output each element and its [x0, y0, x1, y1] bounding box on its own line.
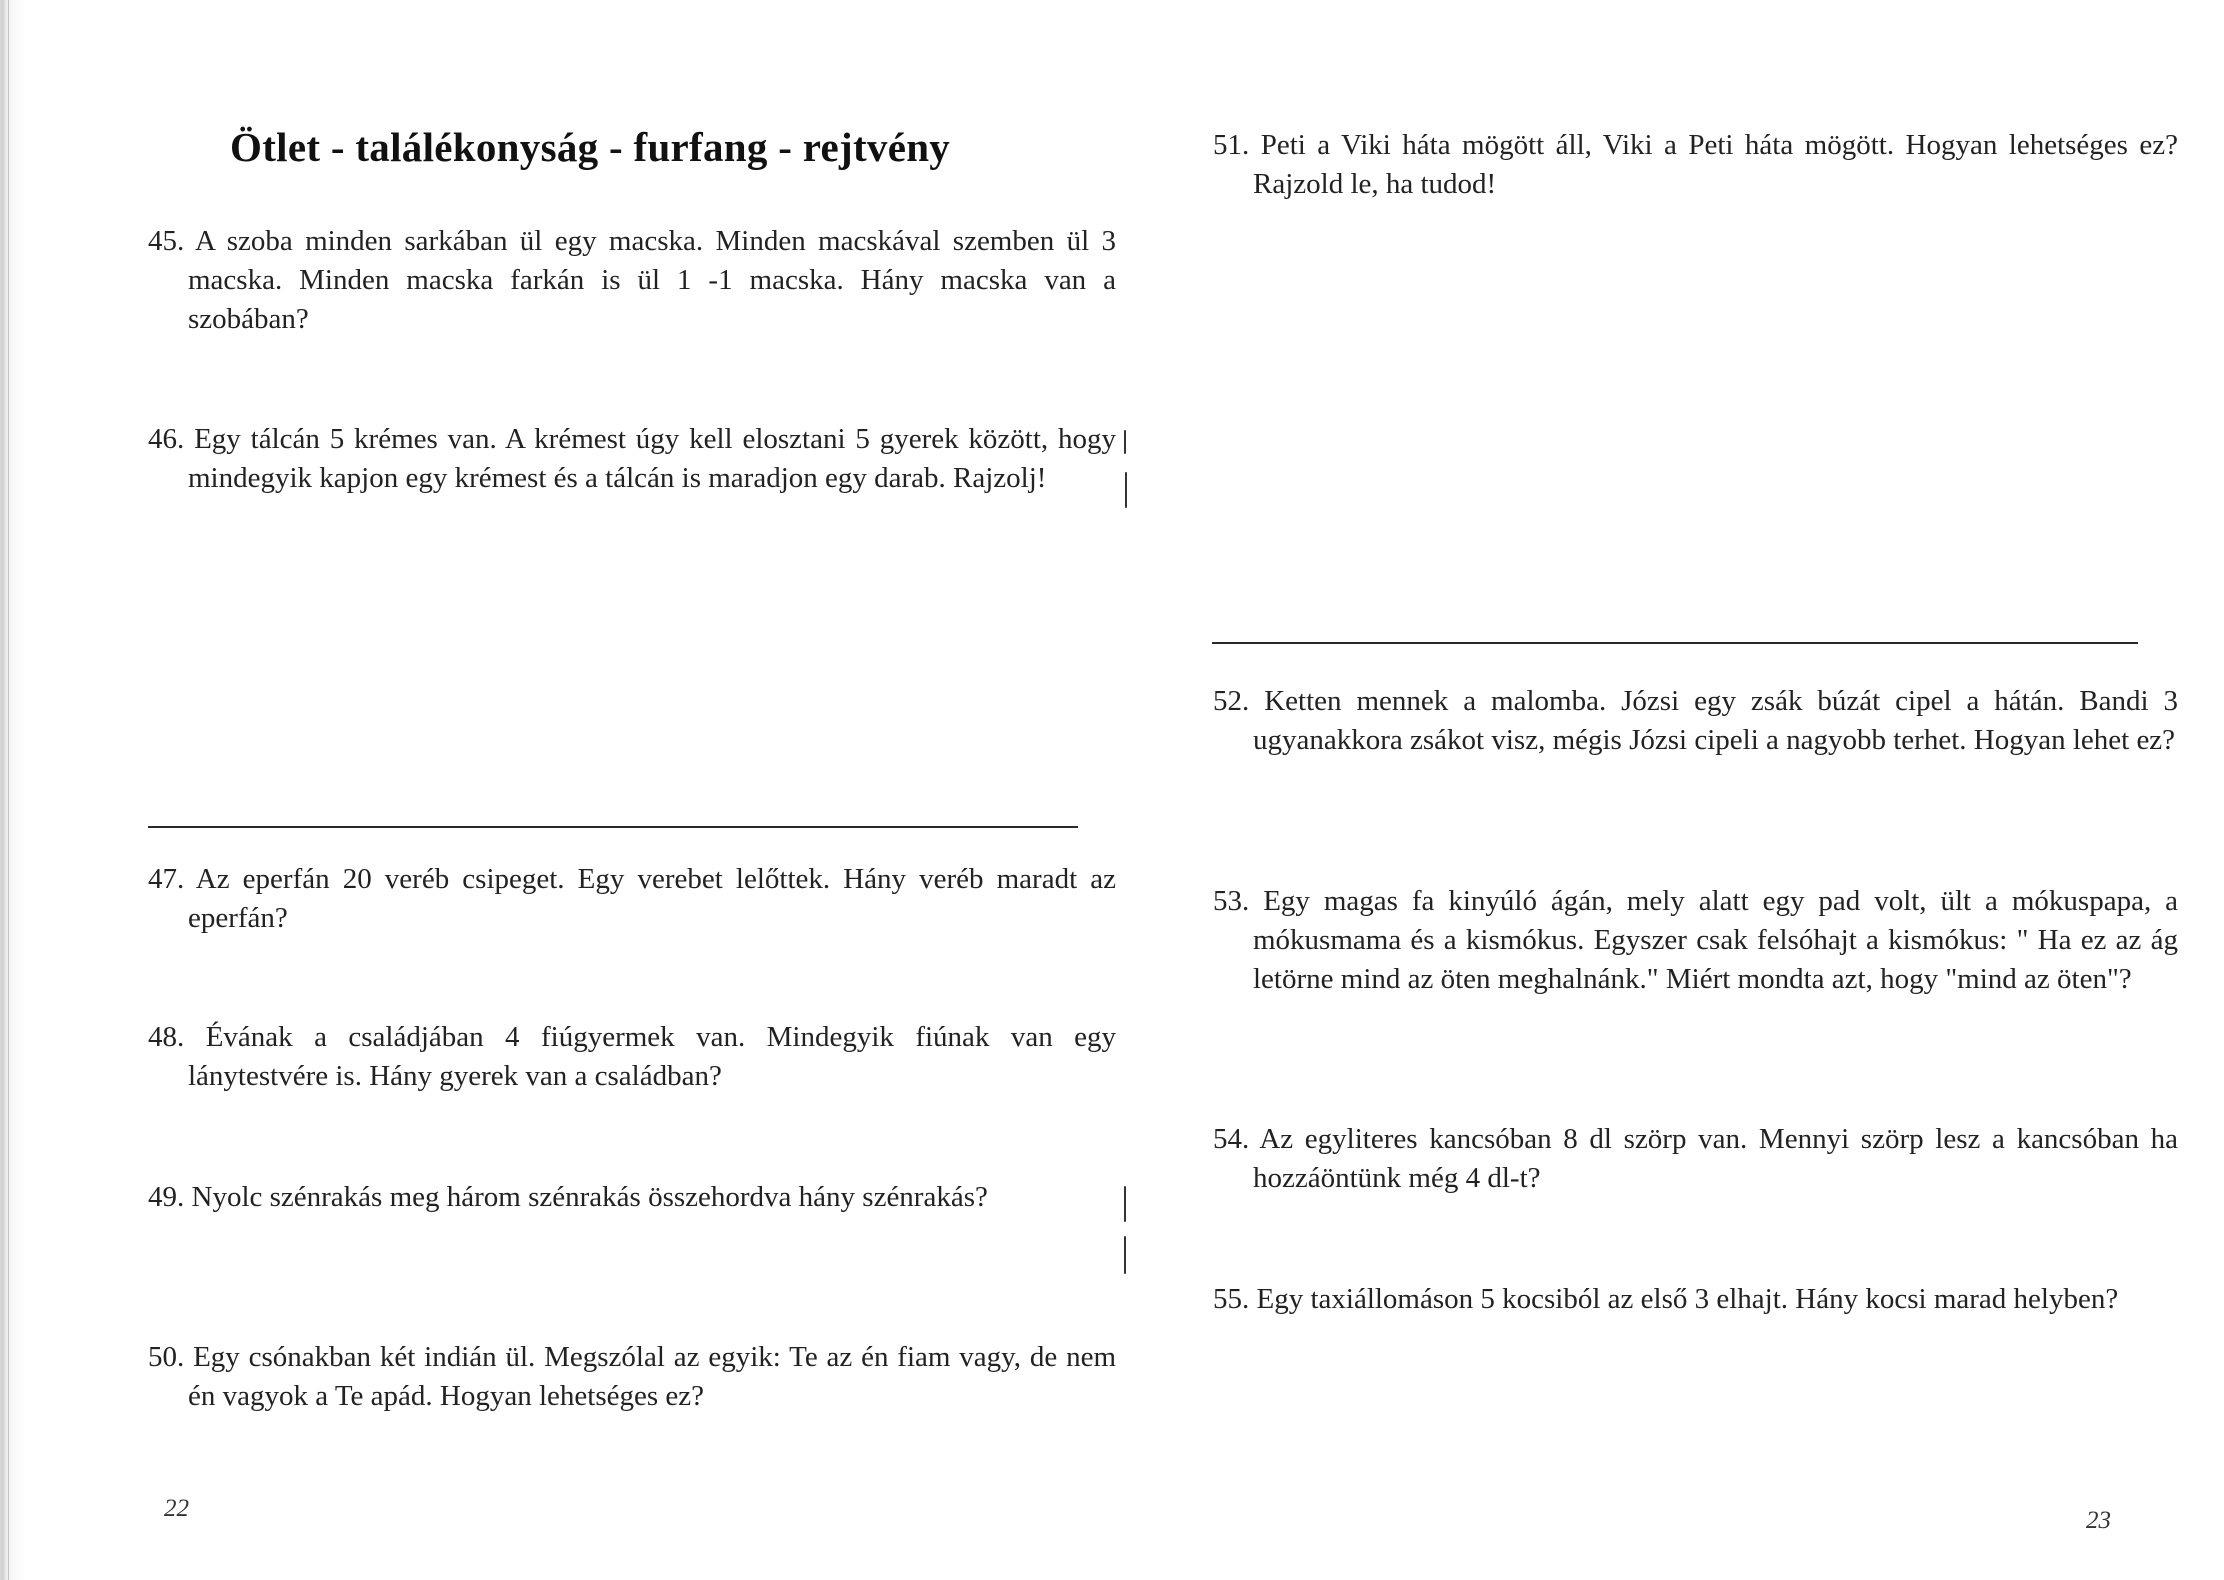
section-divider	[1212, 642, 2138, 644]
problem-text: Ketten mennek a malomba. Józsi egy zsák búzát cipel a hátán. Bandi 3 ugyanakkora zsákot visz, mégis Józsi cipeli a nagyobb terhet. Hogyan lehet ez?	[1253, 685, 2178, 756]
page-number-left: 22	[164, 1495, 189, 1522]
problem-51	[1213, 126, 2178, 204]
problem-number: 47.	[148, 863, 185, 895]
problem-number: 48.	[148, 1021, 185, 1053]
problem-49	[148, 1178, 1116, 1217]
problem-53	[1213, 882, 2178, 999]
problem-text: Egy magas fa kinyúló ágán, mely alatt egy pad volt, ült a mókuspapa, a mókusmama és a kismókus. Egyszer csak felsóhajt a kismókus: " Ha ez az ág letörne mind az öten meghalnánk." Miért mondta azt, hogy "mind az öten"?	[1253, 885, 2178, 995]
problem-text: Egy taxiállomáson 5 kocsiból az első 3 elhajt. Hány kocsi marad helyben?	[1256, 1283, 2119, 1315]
problem-50	[148, 1338, 1116, 1416]
problem-number: 46.	[148, 423, 185, 455]
problem-46	[148, 420, 1116, 498]
problem-52	[1213, 682, 2178, 760]
gutter-mark	[1124, 1186, 1126, 1222]
problem-number: 49.	[148, 1181, 185, 1213]
problem-number: 45.	[148, 225, 185, 257]
problem-text: A szoba minden sarkában ül egy macska. Minden macskával szemben ül 3 macska. Minden macska farkán is ül 1 -1 macska. Hány macska van a szobában?	[188, 225, 1116, 335]
problem-number: 53.	[1213, 885, 1250, 917]
problem-text: Évának a családjában 4 fiúgyermek van. Mindegyik fiúnak van egy lánytestvére is. Hány gyerek van a családban?	[188, 1021, 1117, 1092]
problem-text: Az eperfán 20 veréb csipeget. Egy verebet lelőttek. Hány veréb maradt az eperfán?	[188, 863, 1116, 934]
gutter-mark	[1124, 1236, 1126, 1274]
section-divider	[148, 826, 1078, 828]
problem-number: 50.	[148, 1341, 185, 1373]
problem-text: Egy csónakban két indián ül. Megszólal az egyik: Te az én fiam vagy, de nem én vagyok a Te apád. Hogyan lehetséges ez?	[188, 1341, 1117, 1412]
problem-number: 55.	[1213, 1283, 1250, 1315]
problem-number: 54.	[1213, 1123, 1250, 1155]
problem-48	[148, 1018, 1116, 1096]
problem-55	[1213, 1280, 2178, 1319]
problem-number: 52.	[1213, 685, 1250, 717]
problem-text: Nyolc szénrakás meg három szénrakás összehordva hány szénrakás?	[191, 1181, 988, 1213]
problem-text: Peti a Viki háta mögött áll, Viki a Peti háta mögött. Hogyan lehetséges ez? Rajzold le, ha tudod!	[1253, 129, 2179, 200]
problem-text: Az egyliteres kancsóban 8 dl szörp van. Mennyi szörp lesz a kancsóban ha hozzáöntünk még 4 dl-t?	[1253, 1123, 2178, 1194]
page-title: Ötlet - találékonyság - furfang - rejtvény	[230, 124, 951, 170]
problem-54	[1213, 1120, 2178, 1198]
problem-47	[148, 860, 1116, 938]
gutter-mark	[1124, 430, 1126, 454]
problem-number: 51.	[1213, 129, 1250, 161]
problem-text: Egy tálcán 5 krémes van. A krémest úgy kell elosztani 5 gyerek között, hogy mindegyik kapjon egy krémest és a tálcán is maradjon egy darab. Rajzolj!	[188, 423, 1117, 494]
gutter-mark	[1125, 472, 1127, 508]
page-edge-shadow	[0, 0, 26, 1580]
page-number-right: 23	[2086, 1507, 2111, 1534]
problem-45	[148, 222, 1116, 339]
